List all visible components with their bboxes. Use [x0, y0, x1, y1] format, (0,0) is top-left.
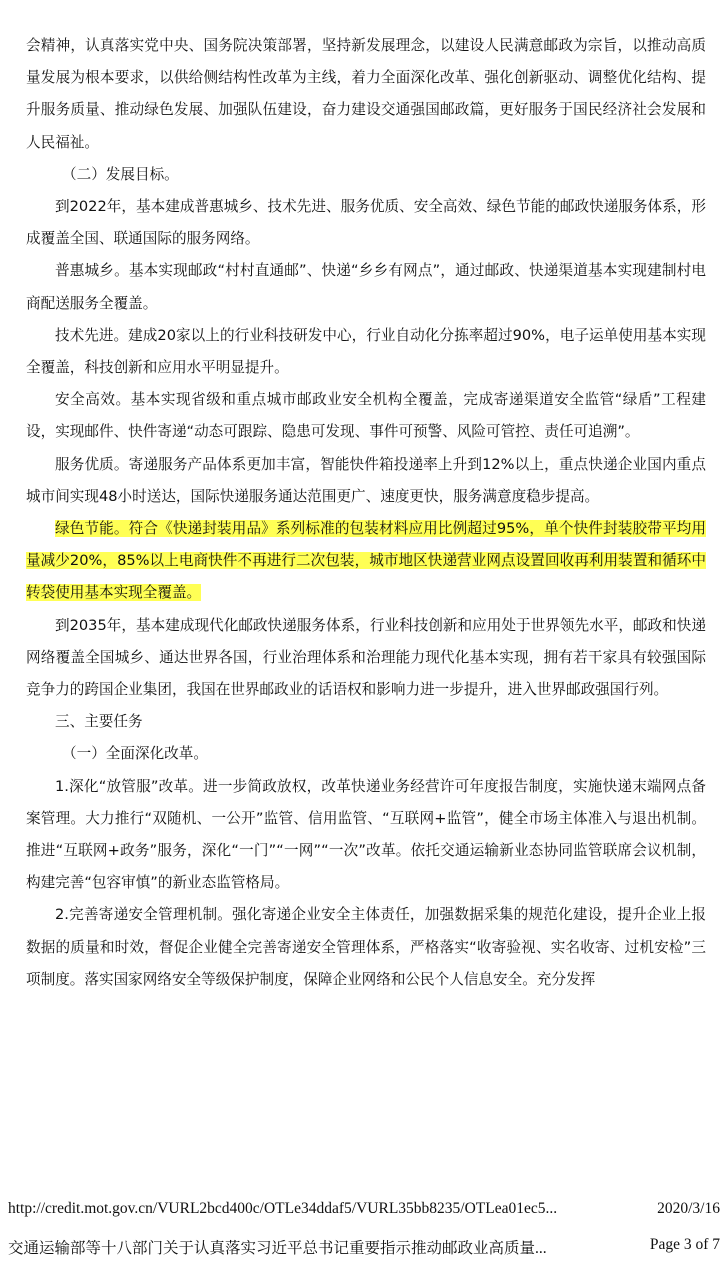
paragraph-safety: 安全高效。基本实现省级和重点城市邮政业安全机构全覆盖，完成寄递渠道安全监管“绿盾”工程建设，实现邮件、快件寄递“动态可跟踪、隐患可发现、事件可预警、风险可管控、责任可追溯”。	[26, 391, 706, 441]
paragraph-goal-2022: 到2022年，基本建成普惠城乡、技术先进、服务优质、安全高效、绿色节能的邮政快递服务体系，形成覆盖全国、联通国际的服务网络。	[26, 198, 706, 248]
highlighted-text: 绿色节能。符合《快递封装用品》系列标准的包装材料应用比例超过95%，单个快件封装胶带平均用量减少20%，85%以上电商快件不再进行二次包装，城市地区快递营业网点设置回收再利用装置和循环中转袋使用基本实现全覆盖。	[26, 520, 706, 602]
paragraph-guiding-spirit: 会精神，认真落实党中央、国务院决策部署，坚持新发展理念，以建设人民满意邮政为宗旨，以推动高质量发展为根本要求，以供给侧结构性改革为主线，着力全面深化改革、强化创新驱动、调整优化结构、提升服务质量、推动绿色发展、加强队伍建设，奋力建设交通强国邮政篇，更好服务于国民经济社会发展和人民福祉。	[26, 37, 706, 151]
footer-page-number: Page 3 of 7	[649, 1236, 720, 1253]
heading-main-tasks: 三、主要任务	[55, 713, 143, 731]
footer-row-2	[8, 1236, 720, 1258]
footer-date: 2020/3/16	[657, 1200, 720, 1217]
footer-title: 交通运输部等十八部门关于认真落实习近平总书记重要指示推动邮政业高质量...	[8, 1240, 547, 1257]
heading-development-goals: （二）发展目标。	[62, 165, 179, 183]
heading-deepen-reform: （一）全面深化改革。	[62, 745, 208, 763]
paragraph-inclusive: 普惠城乡。基本实现邮政“村村直通邮”、快递“乡乡有网点”，通过邮政、快递渠道基本实现建制村电商配送服务全覆盖。	[26, 262, 706, 312]
paragraph-task-2: 2.完善寄递安全管理机制。强化寄递企业安全主体责任，加强数据采集的规范化建设，提升企业上报数据的质量和时效，督促企业健全完善寄递安全管理体系，严格落实“收寄验视、实名收寄、过机安检”三项制度。落实国家网络安全等级保护制度，保障企业网络和公民个人信息安全。充分发挥	[26, 906, 706, 988]
footer-url[interactable]: http://credit.mot.gov.cn/VURL2bcd400c/OTLe34ddaf5/VURL35bb8235/OTLea01ec5...	[8, 1200, 558, 1217]
paragraph-task-1: 1.深化“放管服”改革。进一步简政放权，改革快递业务经营许可年度报告制度，实施快递末端网点备案管理。大力推行“双随机、一公开”监管、信用监管、“互联网+监管”，健全市场主体准入与退出机制。推进“互联网+政务”服务，深化“一门”“一网”“一次”改革。依托交通运输新业态协同监管联席会议机制，构建完善“包容审慎”的新业态监管格局。	[26, 777, 706, 892]
paragraph-goal-2035: 到2035年，基本建成现代化邮政快递服务体系，行业科技创新和应用处于世界领先水平，邮政和快递网络覆盖全国城乡、通达世界各国，行业治理体系和治理能力现代化基本实现，拥有若干家具有较强国际竞争力的跨国企业集团，我国在世界邮政业的话语权和影响力进一步提升，进入世界邮政强国行列。	[26, 616, 706, 699]
paragraph-green	[26, 513, 706, 610]
document-body	[26, 30, 706, 996]
footer-row-1	[8, 1200, 720, 1222]
paragraph-technology: 技术先进。建成20家以上的行业科技研发中心，行业自动化分拣率超过90%，电子运单使用基本实现全覆盖，科技创新和应用水平明显提升。	[26, 326, 706, 377]
paragraph-service: 服务优质。寄递服务产品体系更加丰富，智能快件箱投递率上升到12%以上，重点快递企业国内重点城市间实现48小时送达，国际快递服务通达范围更广、速度更快，服务满意度稳步提高。	[26, 455, 706, 505]
